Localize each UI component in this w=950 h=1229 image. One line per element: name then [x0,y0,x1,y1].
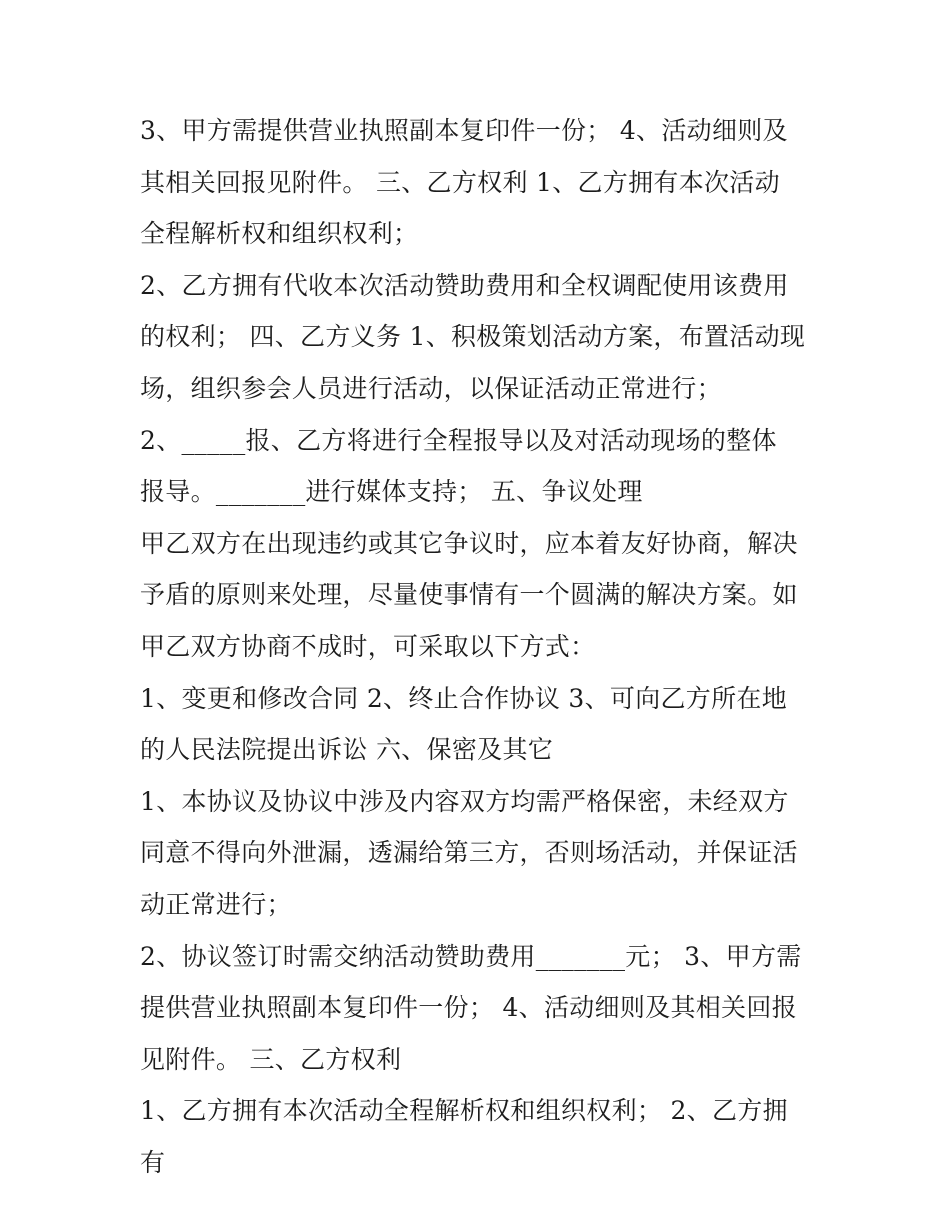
paragraph: 3、甲方需提供营业执照副本复印件一份； 4、活动细则及其相关回报见附件。 三、乙方权利 1、乙方拥有本次活动全程解析权和组织权利； [140,116,788,249]
paragraph: 2、协议签订时需交纳活动赞助费用_______元； 3、甲方需提供营业执照副本复印件一份； 4、活动细则及其相关回报见附件。 三、乙方权利 [140,941,802,1074]
paragraph: 2、乙方拥有代收本次活动赞助费用和全权调配使用该费用的权利； 四、乙方义务 1、积极策划活动方案，布置活动现场，组织参会人员进行活动，以保证活动正常进行； [140,270,806,403]
paragraph: 甲乙双方在出现违约或其它争议时，应本着友好协商，解决予盾的原则来处理，尽量使事情有一个圆满的解决方案。如甲乙双方协商不成时，可采取以下方式： [140,528,798,661]
paragraph: 1、本协议及协议中涉及内容双方均需严格保密，未经双方同意不得向外泄漏，透漏给第三方，否则场活动，并保证活动正常进行； [140,786,798,919]
paragraph: 1、变更和修改合同 2、终止合作协议 3、可向乙方所在地的人民法院提出诉讼 六、保密及其它 [140,683,788,765]
paragraph: 2、_____报、乙方将进行全程报导以及对活动现场的整体报导。_______进行媒体支持； 五、争议处理 [140,425,777,507]
paragraph: 1、乙方拥有本次活动全程解析权和组织权利； 2、乙方拥有 [140,1096,788,1177]
document-body [140,105,820,1188]
